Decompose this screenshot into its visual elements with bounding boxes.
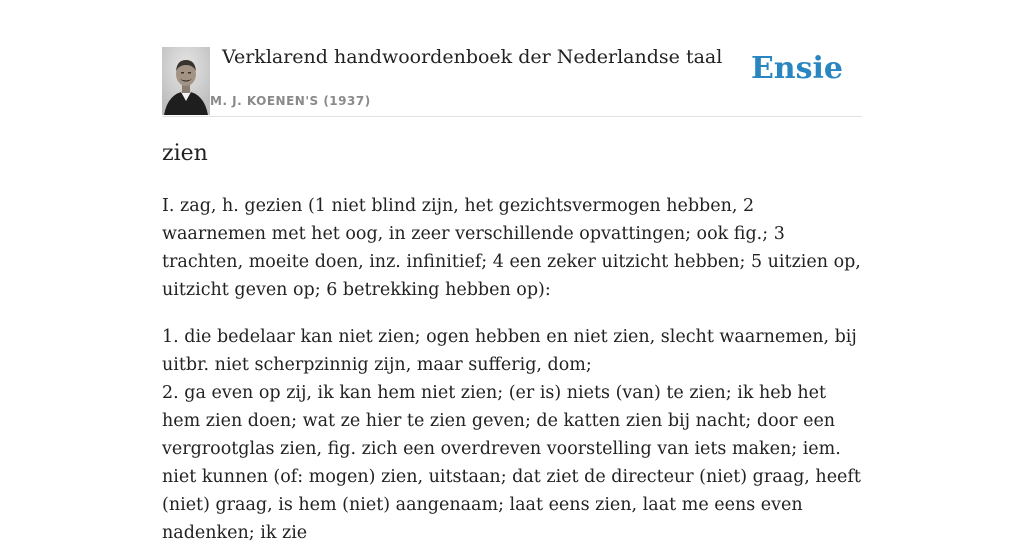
entry-examples xyxy=(162,323,862,547)
book-title: Verklarend handwoordenboek der Nederlandse taal xyxy=(222,46,723,68)
example-item: 1. die bedelaar kan niet zien; ogen hebben en niet zien, slecht waarnemen, bij uitbr. niet scherpzinnig zijn, maar sufferig, dom; xyxy=(162,327,857,375)
portrait-image xyxy=(162,47,210,115)
dictionary-header xyxy=(162,0,862,117)
entry-headword: zien xyxy=(162,141,208,166)
book-subtitle: M. J. KOENEN'S (1937) xyxy=(210,94,371,108)
ensie-logo-link[interactable]: Ensie xyxy=(750,51,843,86)
content-column xyxy=(162,0,862,543)
author-portrait xyxy=(162,47,210,115)
example-item: 2. ga even op zij, ik kan hem niet zien; (er is) niets (van) te zien; ik heb het hem zien doen; wat ze hier te zien geven; de katten zien bij nacht; door een vergrootglas zien, fig. zich een overdreven voorstelling van iets maken; iem. niet kunnen (of: mogen) zien, uitstaan; dat ziet de directeur (niet) graag, heeft (niet) graag, is hem (niet) aangenaam; laat eens zien, laat me eens even nadenken; ik zie xyxy=(162,383,861,543)
entry-definition: I. zag, h. gezien (1 niet blind zijn, het gezichtsvermogen hebben, 2 waarnemen met het oog, in zeer verschillende opvattingen; ook fig.; 3 trachten, moeite doen, inz. infinitief; 4 een zeker uitzicht hebben; 5 uitzien op, uitzicht geven op; 6 betrekking hebben op): xyxy=(162,196,861,300)
